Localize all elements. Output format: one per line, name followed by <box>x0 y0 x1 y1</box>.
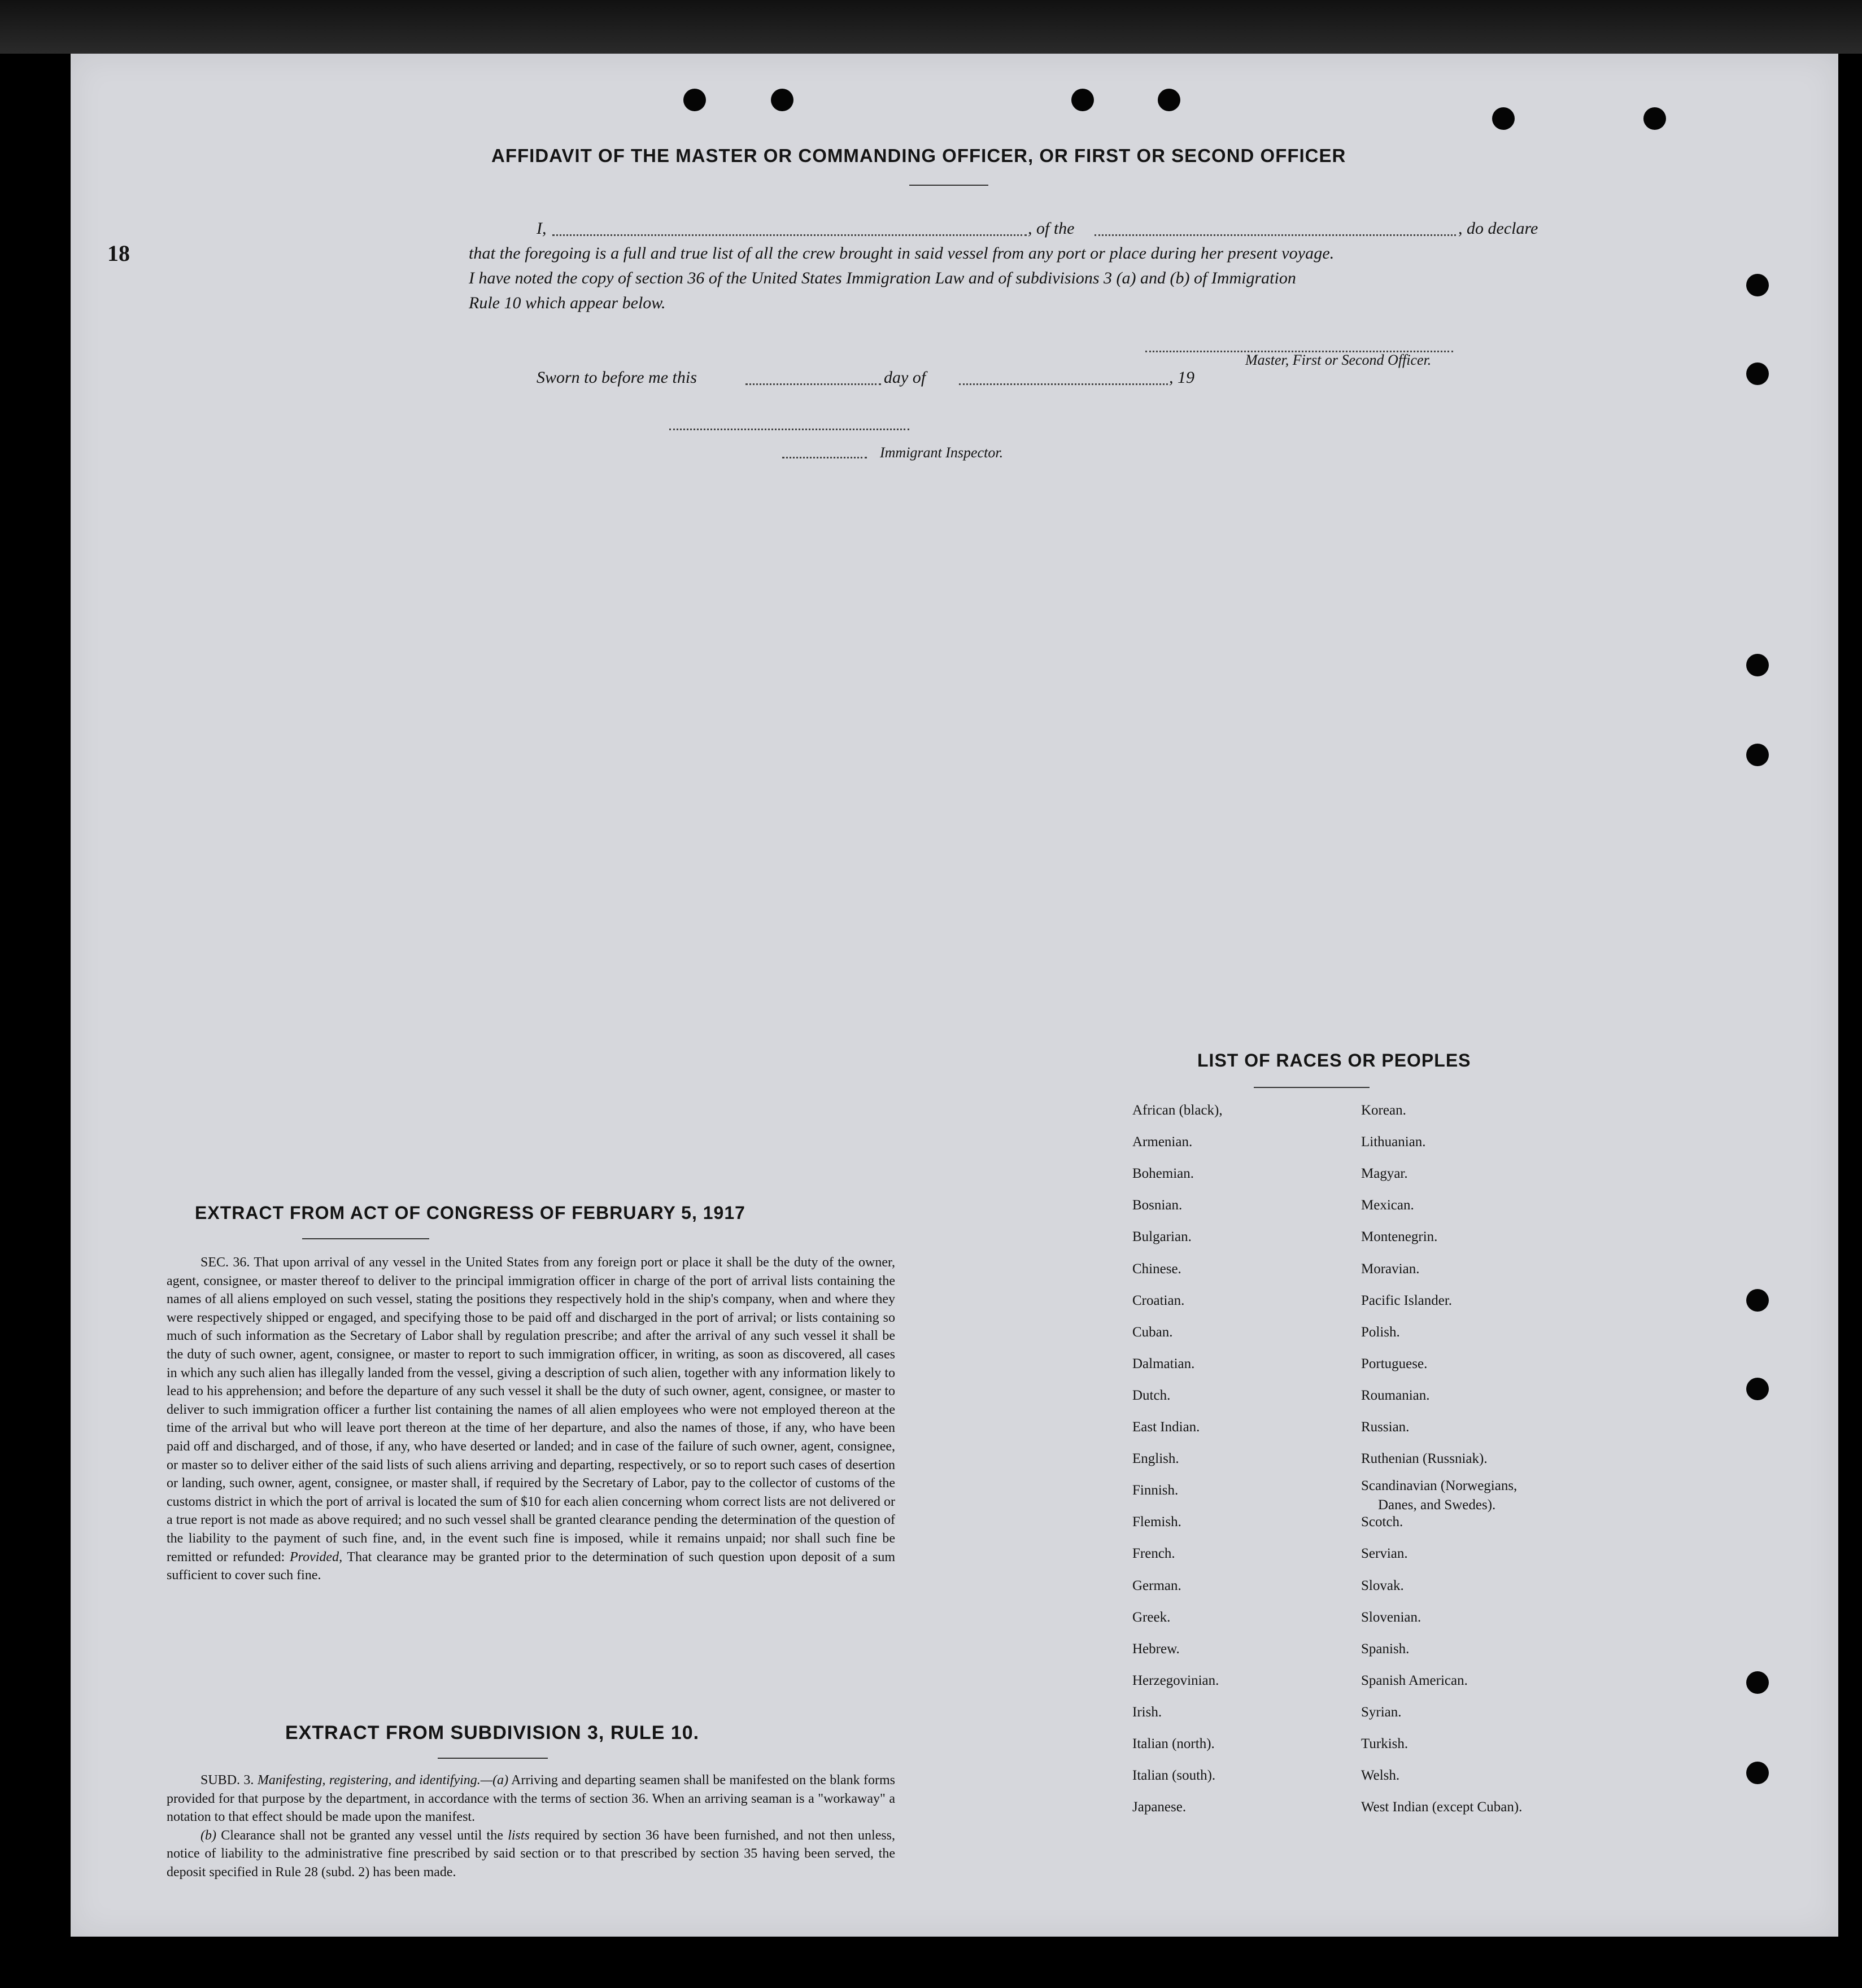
inspector-signature-short[interactable] <box>782 443 867 458</box>
rule-text-block <box>167 1771 895 1882</box>
race-item: East Indian. <box>1132 1419 1200 1435</box>
rule-para-b-label: (b) <box>200 1828 216 1843</box>
affidavit-of-the: , of the <box>1028 219 1075 238</box>
sworn-year: , 19 <box>1169 368 1194 387</box>
race-item: Turkish. <box>1361 1736 1409 1751</box>
act-title: EXTRACT FROM ACT OF CONGRESS OF FEBRUARY 5, 1917 <box>195 1203 745 1223</box>
race-item: Flemish. <box>1132 1514 1181 1530</box>
race-item: Japanese. <box>1132 1799 1187 1815</box>
act-provided: Provided, <box>289 1549 343 1565</box>
binder-hole <box>683 89 706 111</box>
act-text-block <box>167 1253 895 1585</box>
race-item: Herzegovinian. <box>1132 1672 1219 1688</box>
rule-para-b-2: required by section 36 have been furnished, and not then unless, notice of liability to the administrative fine prescribed by said section or to that prescribed by section 35 having been served, the deposit specified in Rule 28 (subd. 2) has been made. <box>167 1828 896 1880</box>
races-rule <box>1254 1087 1370 1088</box>
race-item: Armenian. <box>1132 1134 1193 1150</box>
binder-hole <box>1746 274 1769 296</box>
sworn-line <box>469 365 1203 390</box>
race-item: Portuguese. <box>1361 1356 1428 1371</box>
race-item: Pacific Islander. <box>1361 1292 1453 1308</box>
title-rule <box>909 185 988 186</box>
rule-para-a: Arriving and departing seamen shall be manifested on the blank forms provided for that purpose by the department, in accordance with the terms of section 36. When an arriving seaman is a "workaway" a notation to that effect should be made upon the manifest. <box>167 1773 895 1825</box>
affidavit-declare: , do declare <box>1458 219 1538 238</box>
race-item: Welsh. <box>1361 1768 1400 1784</box>
race-item: Greek. <box>1132 1609 1171 1625</box>
race-item: Russian. <box>1361 1419 1410 1435</box>
scan-top-strip <box>0 0 1862 54</box>
affidavit-line-4: Rule 10 which appear below. <box>469 294 666 312</box>
binder-hole <box>1746 1289 1769 1312</box>
rule-rule <box>438 1758 548 1759</box>
binder-hole <box>1746 1762 1769 1784</box>
race-item: Scotch. <box>1361 1514 1403 1530</box>
race-item: Dutch. <box>1132 1387 1171 1403</box>
race-item: Mexican. <box>1361 1198 1414 1213</box>
document-page <box>71 54 1838 1937</box>
day-blank[interactable] <box>745 370 881 385</box>
inspector-signature-line[interactable] <box>669 415 909 430</box>
race-item: Lithuanian. <box>1361 1134 1426 1150</box>
race-item: Dalmatian. <box>1132 1356 1195 1371</box>
race-item: Hebrew. <box>1132 1641 1180 1657</box>
binder-hole <box>1643 107 1666 130</box>
rule-subd: SUBD. 3. <box>200 1773 254 1788</box>
sworn-prefix: Sworn to before me this <box>537 368 697 387</box>
affidavit-line-3: I have noted the copy of section 36 of the United States Immigration Law and of subdivisions 3 (a) and (b) of Immigration <box>469 269 1296 287</box>
race-item: Roumanian. <box>1361 1387 1430 1403</box>
binder-hole <box>1746 744 1769 766</box>
race-item: Irish. <box>1132 1704 1162 1720</box>
affidavit-i: I, <box>537 219 547 238</box>
binder-hole <box>771 89 793 111</box>
race-item-continuation: Danes, and Swedes). <box>1378 1497 1496 1513</box>
race-item: Croatian. <box>1132 1292 1185 1308</box>
affidavit-body <box>469 216 1564 316</box>
race-item: West Indian (except Cuban). <box>1361 1799 1523 1815</box>
race-item: Bosnian. <box>1132 1198 1183 1213</box>
race-item: Slovenian. <box>1361 1609 1421 1625</box>
month-blank[interactable] <box>959 370 1168 385</box>
race-item: Montenegrin. <box>1361 1229 1438 1245</box>
binder-hole <box>1158 89 1180 111</box>
race-item: Slovak. <box>1361 1578 1404 1593</box>
binder-hole <box>1492 107 1515 130</box>
affidavit-line-2: that the foregoing is a full and true list of all the crew brought in said vessel from any port or place during her present voyage. <box>469 244 1335 263</box>
race-item: Finnish. <box>1132 1483 1179 1498</box>
name-blank[interactable] <box>552 221 1027 236</box>
race-item: Korean. <box>1361 1103 1406 1118</box>
race-item: Scandinavian (Norwegians, <box>1361 1478 1517 1494</box>
act-rule <box>302 1238 429 1239</box>
rule-para-b-1: Clearance shall not be granted any vessel until the <box>221 1828 503 1843</box>
race-item: Spanish. <box>1361 1641 1410 1657</box>
rule-para-b-lists: lists <box>508 1828 530 1843</box>
act-text: SEC. 36. That upon arrival of any vessel in the United States from any foreign port or place it shall be the duty of the owner, agent, consignee, or master thereof to deliver to the principal immigration officer in charge of the port of arrival lists containing the names of all aliens employed on such vessel, stating the positions they respectively hold in the ship's company, when and where they were respectively shipped or engaged, and specifying those to be paid off and discharged in the port of arrival; or lists containing so much of such information as the Secretary of Labor shall by regulation prescribe; and after the arrival of any such vessel it shall be the duty of such owner, agent, consignee, or master to report to such immigration officer, in writing, as soon as discovered, all cases in which any such alien has illegally landed from the vessel, giving a description of such alien, together with any information likely to lead to his apprehension; and before the departure of any such vessel it shall be the duty of such owner, agent, consignee, or master to deliver to such immigration officer a further list containing the names of all alien employees who were not employed thereon at the time of the arrival but who will leave port thereon at the time of her departure, and also the names of those, if any, who have been paid off and discharged, and of those, if any, who have deserted or landed; and in case of the failure of such owner, agent, consignee, or master so to deliver either of the said lists of such aliens arriving and departing, respectively, or so to report such cases of desertion or landing, such owner, agent, consignee, or master shall, if required by the Secretary of Labor, pay to the collector of customs of the customs district in which the port of arrival is located the sum of $10 for each alien concerning whom correct lists are not delivered or a true report is not made as above required; and no such vessel shall be granted clearance pending the determination of the question of the liability to the payment of such fine, and, in the event such fine is imposed, while it remains unpaid; nor shall such fine be remitted or refunded: <box>167 1255 895 1565</box>
races-table <box>1132 1103 1641 1882</box>
race-item: Syrian. <box>1361 1704 1402 1720</box>
race-item: Bulgarian. <box>1132 1229 1192 1245</box>
race-item: English. <box>1132 1451 1179 1467</box>
race-item: Chinese. <box>1132 1261 1181 1277</box>
master-signature-line[interactable] <box>1145 337 1453 352</box>
race-item: Italian (south). <box>1132 1768 1216 1784</box>
race-item: German. <box>1132 1578 1181 1593</box>
binder-hole <box>1071 89 1094 111</box>
margin-mark: 18 <box>107 241 130 266</box>
race-item: Magyar. <box>1361 1166 1408 1182</box>
race-item: Ruthenian (Russniak). <box>1361 1451 1488 1467</box>
race-item: Servian. <box>1361 1546 1408 1562</box>
race-item: Cuban. <box>1132 1324 1173 1340</box>
rule-title: EXTRACT FROM SUBDIVISION 3, RULE 10. <box>285 1722 700 1744</box>
binder-hole <box>1746 1671 1769 1694</box>
race-item: Spanish American. <box>1361 1672 1468 1688</box>
race-item: French. <box>1132 1546 1175 1562</box>
inspector-label: Immigrant Inspector. <box>880 444 1004 461</box>
binder-hole <box>1746 362 1769 385</box>
race-item: Bohemian. <box>1132 1166 1194 1182</box>
races-title: LIST OF RACES OR PEOPLES <box>1197 1050 1471 1071</box>
affidavit-title: AFFIDAVIT OF THE MASTER OR COMMANDING OFFICER, OR FIRST OR SECOND OFFICER <box>491 145 1346 166</box>
act-text-end: That clearance may be granted prior to the determination of such question upon deposit of a sum sufficient to cover such fine. <box>167 1549 896 1583</box>
race-item: Italian (north). <box>1132 1736 1215 1751</box>
affidavit-line-1 <box>469 216 1564 241</box>
binder-hole <box>1746 1378 1769 1400</box>
sworn-day: day of <box>884 368 926 387</box>
rule-subd-heading: Manifesting, registering, and identifying.—(a) <box>257 1773 509 1788</box>
race-item: Polish. <box>1361 1324 1400 1340</box>
vessel-blank[interactable] <box>1094 221 1456 236</box>
master-label: Master, First or Second Officer. <box>1245 352 1432 368</box>
race-item: Moravian. <box>1361 1261 1420 1277</box>
race-item: African (black), <box>1132 1103 1223 1118</box>
binder-hole <box>1746 654 1769 676</box>
